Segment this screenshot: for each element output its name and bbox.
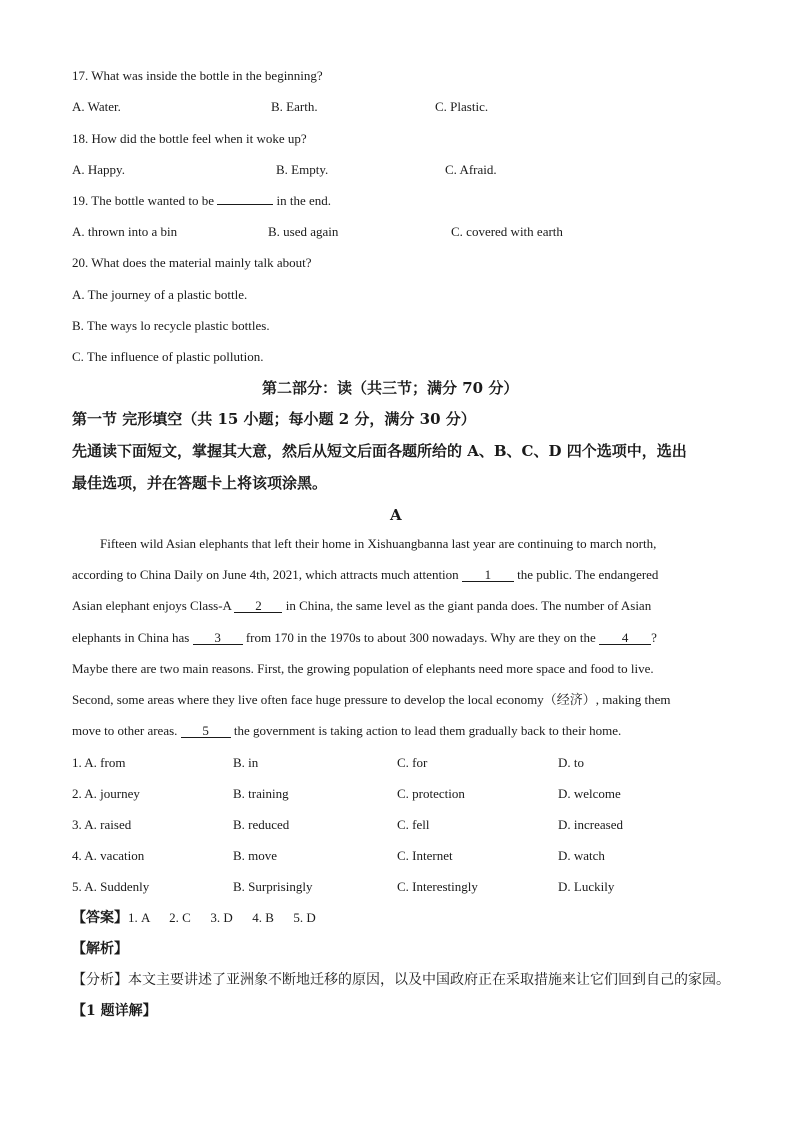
option-3-b: B. reduced xyxy=(233,817,290,832)
option-3-a: 3. A. raised xyxy=(72,817,132,832)
section-one-heading: 第一节 完形填空（共 15 小题；每小题 2 分，满分 30 分） xyxy=(72,410,476,428)
passage-line-3 xyxy=(72,598,651,614)
option-4-b: B. move xyxy=(233,848,278,863)
cloze-blank-5: 5 xyxy=(181,724,231,738)
passage-text: elephants in China has xyxy=(72,630,193,645)
option-1-a: 1. A. from xyxy=(72,755,126,770)
passage-text: from 170 in the 1970s to about 300 nowadays. Why are they on the xyxy=(242,630,600,645)
question-18-option-c: C. Afraid. xyxy=(445,162,497,177)
cloze-blank-3: 3 xyxy=(193,631,243,645)
cloze-blank-2: 2 xyxy=(234,599,282,613)
question-18-option-a: A. Happy. xyxy=(72,162,125,177)
analysis-label: 【解析】 xyxy=(72,941,128,957)
question-19-stem xyxy=(72,193,331,209)
analysis-summary: 【分析】本文主要讲述了亚洲象不断地迁移的原因，以及中国政府正在采取措施来让它们回到自己的家园。 xyxy=(72,972,730,988)
cloze-blank-4: 4 xyxy=(599,631,651,645)
option-2-b: B. training xyxy=(233,786,289,801)
option-2-c: C. protection xyxy=(397,786,465,801)
passage-line-1: Fifteen wild Asian elephants that left their home in Xishuangbanna last year are continuing to march north, xyxy=(100,536,657,551)
option-4-c: C. Internet xyxy=(397,848,453,863)
question-19-option-a: A. thrown into a bin xyxy=(72,224,178,239)
answer-line xyxy=(72,910,316,926)
option-4-a: 4. A. vacation xyxy=(72,848,145,863)
option-3-d: D. increased xyxy=(558,817,623,832)
option-3-c: C. fell xyxy=(397,817,430,832)
option-5-c: C. Interestingly xyxy=(397,879,478,894)
question-17-option-b: B. Earth. xyxy=(271,99,318,114)
answer-label: 【答案】 xyxy=(72,910,128,926)
option-2-d: D. welcome xyxy=(558,786,621,801)
question-19-stem-post: in the end. xyxy=(273,193,332,208)
part-two-heading: 第二部分：读（共三节；满分 70 分） xyxy=(262,379,519,397)
passage-line-5: Maybe there are two main reasons. First, the growing population of elephants need more space and food to live. xyxy=(72,661,654,676)
question-20-option-b: B. The ways lo recycle plastic bottles. xyxy=(72,318,270,333)
question-19-option-c: C. covered with earth xyxy=(451,224,563,239)
option-5-d: D. Luckily xyxy=(558,879,615,894)
question-20-option-c: C. The influence of plastic pollution. xyxy=(72,349,264,364)
option-2-a: 2. A. journey xyxy=(72,786,140,801)
option-5-a: 5. A. Suddenly xyxy=(72,879,150,894)
instructions-line-1: 先通读下面短文，掌握其大意，然后从短文后面各题所给的 A、B、C、D 四个选项中，选出 xyxy=(72,442,687,460)
option-1-d: D. to xyxy=(558,755,584,770)
option-1-c: C. for xyxy=(397,755,428,770)
passage-text: the government is taking action to lead them gradually back to their home. xyxy=(230,723,622,738)
passage-text: Asian elephant enjoys Class-A xyxy=(72,598,235,613)
question-18-option-b: B. Empty. xyxy=(276,162,329,177)
passage-text: according to China Daily on June 4th, 2021, which attracts much attention xyxy=(72,567,462,582)
question-20-option-a: A. The journey of a plastic bottle. xyxy=(72,287,248,302)
option-4-d: D. watch xyxy=(558,848,605,863)
question-20-stem: 20. What does the material mainly talk about? xyxy=(72,255,312,270)
question-17-option-c: C. Plastic. xyxy=(435,99,489,114)
option-1-b: B. in xyxy=(233,755,259,770)
question-18-stem: 18. How did the bottle feel when it woke up? xyxy=(72,131,307,146)
passage-text: in China, the same level as the giant panda does. The number of Asian xyxy=(282,598,652,613)
passage-line-6: Second, some areas where they live often face huge pressure to develop the local economy（经济）, making them xyxy=(72,692,671,707)
question-19-option-b: B. used again xyxy=(268,224,339,239)
passage-line-4 xyxy=(72,630,657,646)
question-17-stem: 17. What was inside the bottle in the beginning? xyxy=(72,68,323,83)
passage-text: ? xyxy=(651,630,657,645)
question-19-blank xyxy=(217,204,273,205)
passage-text: the public. The endangered xyxy=(513,567,659,582)
detail-label: 【1 题详解】 xyxy=(72,1003,157,1019)
option-5-b: B. Surprisingly xyxy=(233,879,313,894)
cloze-blank-1: 1 xyxy=(462,568,514,582)
passage-label: A xyxy=(390,506,402,524)
question-19-stem-pre: 19. The bottle wanted to be xyxy=(72,193,218,208)
passage-line-2 xyxy=(72,567,658,583)
answer-text: 1. A 2. C 3. D 4. B 5. D xyxy=(128,910,316,925)
passage-text: move to other areas. xyxy=(72,723,181,738)
instructions-line-2: 最佳选项，并在答题卡上将该项涂黑。 xyxy=(72,474,328,492)
question-17-option-a: A. Water. xyxy=(72,99,121,114)
passage-line-7 xyxy=(72,723,621,739)
